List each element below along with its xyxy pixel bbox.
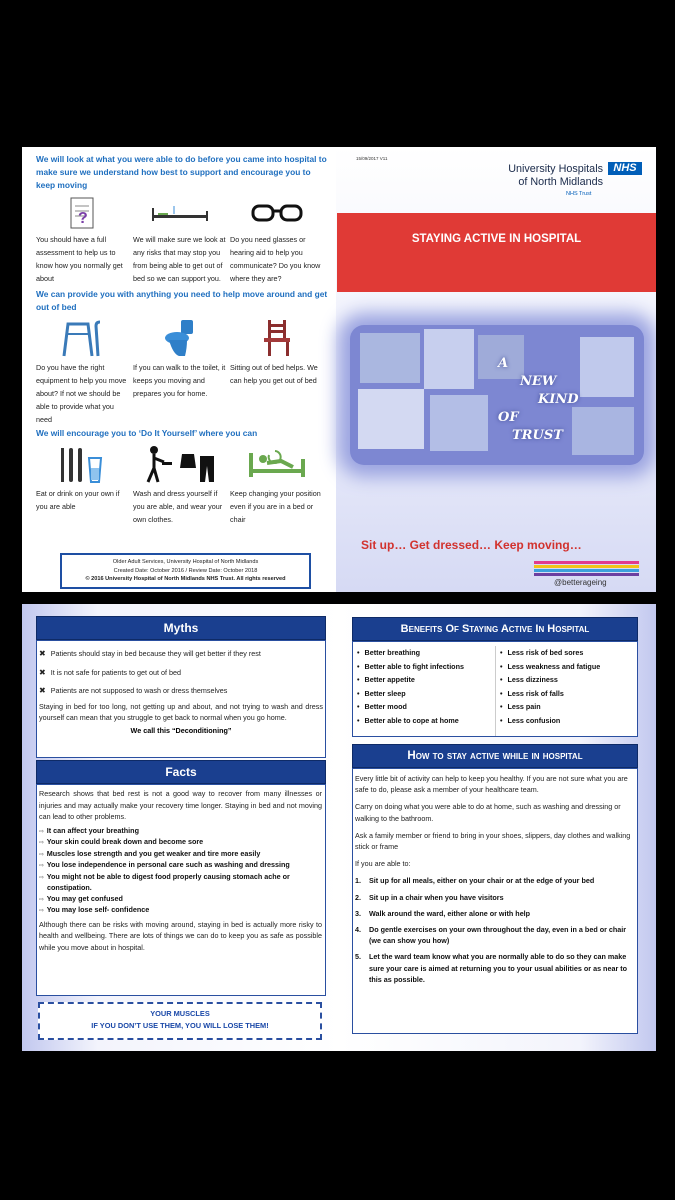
collage-word: KIND (538, 392, 579, 407)
info-item-text: We will make sure we look at any risks that may stop you from being able to get out of bed so we can support you. (133, 235, 226, 283)
bed-icon (133, 196, 226, 230)
info-item (133, 444, 230, 526)
arrow-icon: ⇨ (39, 863, 46, 869)
step-text: Sit up in a chair when you have visitors (369, 892, 504, 902)
fact-text: Your skin could break down and become sore (46, 837, 204, 846)
collage-photo (358, 389, 424, 449)
benefit-text: Better breathing (364, 648, 421, 657)
repositioning-icon (230, 444, 323, 484)
info-item (36, 318, 133, 426)
arrow-icon: ⇨ (39, 828, 46, 835)
info-item-text: You should have a full assessment to help us to know how you normally get about (36, 235, 123, 283)
walking-frame-icon (36, 318, 129, 358)
info-item (36, 196, 133, 285)
collage-photo (572, 407, 634, 455)
cover-slogan: Sit up… Get dressed… Keep moving… (361, 538, 582, 552)
benefit-text: Less pain (507, 702, 541, 711)
collage-photo (430, 395, 488, 451)
benefit-item: • Less risk of bed sores (500, 648, 584, 657)
benefit-item: • Less confusion (500, 715, 561, 725)
benefit-item: • Better able to fight infections (357, 661, 464, 671)
benefit-text: Less weakness and fatigue (507, 661, 601, 671)
muscles-callout (38, 1002, 322, 1040)
leaflet-cover (336, 147, 656, 592)
benefit-text: Less dizziness (507, 675, 558, 684)
organisation-name (479, 163, 603, 189)
info-item-text: Do you have the right equipment to help you move about? If not we should be able to provide what you need (36, 363, 127, 424)
benefit-item: • Less weakness and fatigue (500, 661, 601, 671)
myths-panel (36, 640, 326, 758)
cross-icon: ✖ (39, 686, 46, 695)
glasses-icon (230, 196, 323, 230)
benefit-text: Better mood (364, 702, 407, 711)
fact-text: You lose independence in personal care such as washing and dressing (46, 860, 290, 869)
arrow-icon: ⇨ (39, 874, 46, 881)
info-item (133, 196, 230, 285)
step-item: 4. Do gentle exercises on your own throughout the day, even in a bed or chair (we can show you how) (355, 925, 627, 946)
info-item-text: Eat or drink on your own if you are able (36, 489, 120, 511)
fact-item (39, 872, 322, 894)
fact-text: You may lose self- confidence (46, 905, 150, 914)
info-item-text: Keep changing your position even if you are in a bed or chair (230, 489, 321, 524)
info-item-text: Sitting out of bed helps. We can help you get out of bed (230, 363, 318, 385)
svg-text:?: ? (77, 210, 88, 227)
myths-heading: Myths (36, 616, 326, 640)
how-paragraph: If you are able to: (355, 859, 411, 869)
benefit-item: • Less risk of falls (500, 688, 564, 698)
info-item-text: Do you need glasses or hearing aid to help you communicate? Do you know where they are? (230, 235, 321, 283)
fact-item (39, 860, 322, 872)
publication-footer (60, 553, 311, 589)
benefit-text: Better appetite (364, 675, 415, 684)
brand-stripe (534, 565, 639, 568)
cross-icon: ✖ (39, 649, 46, 658)
myth-text: Patients are not supposed to wash or dress themselves (50, 686, 228, 695)
collage-word: TRUST (512, 428, 563, 443)
cover-title: STAYING ACTIVE IN HOSPITAL (337, 213, 656, 292)
benefit-item: • Better sleep (357, 688, 406, 698)
facts-panel (36, 784, 326, 996)
how-paragraph: Every little bit of activity can help to keep you healthy. If you are not sure what you are safe to do, please ask a member of your healthcare team. (355, 774, 628, 795)
assessment-icon (36, 196, 129, 230)
icon-row-diy (36, 444, 330, 526)
info-item-text: If you can walk to the toilet, it keeps you moving and prepares you for home. (133, 363, 226, 398)
muscles-line-2: IF YOU DON’T USE THEM, YOU WILL LOSE THEM! (91, 1021, 269, 1030)
collage-photo (580, 337, 634, 397)
myth-item (39, 682, 323, 701)
muscles-line-1: YOUR MUSCLES (150, 1009, 210, 1018)
benefit-text: Better able to fight infections (364, 661, 464, 671)
myth-text: It is not safe for patients to get out of bed (50, 667, 181, 677)
benefit-item: • Better able to cope at home (357, 715, 459, 725)
washing-dressing-icon (133, 444, 226, 484)
fact-item (39, 837, 322, 849)
brand-stripe (534, 573, 639, 576)
fact-text: You might not be able to digest food properly causing stomach ache or constipation. (46, 871, 290, 892)
info-item (230, 196, 327, 285)
fact-item (39, 894, 322, 906)
organisation-line-1: University Hospitals (508, 163, 603, 175)
arrow-icon: ⇨ (39, 840, 46, 846)
info-item (36, 444, 133, 526)
arrow-icon: ⇨ (39, 851, 46, 858)
section-heading-diy: We will encourage you to ‘Do It Yourself’ where you can (36, 428, 258, 438)
cutlery-cup-icon (36, 444, 129, 484)
nhs-logo: NHS (608, 162, 642, 175)
arrow-icon: ⇨ (39, 896, 46, 903)
fact-item (39, 826, 322, 838)
collage-word: NEW (520, 374, 557, 389)
footer-department: Older Adult Services, University Hospital of North Midlands (112, 559, 259, 565)
benefit-text: Less confusion (507, 715, 561, 725)
cross-icon: ✖ (39, 667, 46, 677)
benefit-item: • Better mood (357, 702, 407, 711)
section-heading-assessment: We will look at what you were able to do before you came into hospital to make sure we understand how best to support and encourage you to keep moving (36, 154, 327, 190)
collage-word: OF (498, 410, 519, 425)
version-date: 15/09/2017 V11 (356, 156, 388, 161)
collage-slogan (498, 355, 579, 445)
benefits-column-better (357, 646, 495, 736)
benefit-text: Less risk of bed sores (507, 648, 584, 657)
collage-photo (360, 333, 420, 383)
benefit-item: • Better appetite (357, 675, 415, 684)
facts-heading: Facts (36, 760, 326, 784)
benefit-item: • Less dizziness (500, 675, 558, 684)
myth-item (39, 664, 323, 683)
arrow-icon: ⇨ (39, 908, 46, 914)
chair-icon (230, 318, 323, 358)
brand-stripe (534, 561, 639, 564)
leaflet-back-panel (22, 147, 336, 592)
icon-row-equipment (36, 318, 330, 426)
toilet-icon (133, 318, 226, 358)
benefit-item: • Better breathing (357, 648, 421, 657)
how-to-panel (352, 768, 638, 1034)
myths-paragraph: Staying in bed for too long, not getting up and about, and not trying to wash and dress yourself can mean that you struggle to get back to normal when you go home. (39, 701, 323, 722)
deconditioning-callout: We call this “Deconditioning” (130, 725, 232, 735)
step-item: 3. Walk around the ward, either alone or with help (355, 908, 531, 918)
fact-item (39, 849, 322, 861)
benefits-title: Benefits Of Staying Active In Hospital (400, 623, 590, 635)
how-paragraph: Carry on doing what you were able to do at home, such as washing and dressing or walking to the bathroom. (355, 802, 621, 823)
footer-dates: Created Date: October 2016 / Review Date: October 2018 (113, 567, 258, 574)
benefits-heading (352, 617, 638, 641)
facts-outro: Although there can be risks with moving around, staying in bed is actually more risky to health and wellbeing. There are lots of things we can do to keep you as safe as possible while you move about in hospital. (39, 919, 322, 952)
photo-collage (350, 325, 644, 465)
step-text: Sit up for all meals, either on your chair or at the edge of your bed (369, 876, 595, 886)
step-item: 2. Sit up in a chair when you have visitors (355, 892, 504, 902)
icon-row-assessment (36, 196, 330, 285)
facts-intro: Research shows that bed rest is not a good way to recover from many illnesses or injuries and may actually make your recovery time longer. Staying in bed and not moving can lead to other problems. (39, 789, 322, 821)
leaflet-inner-side (22, 604, 656, 1051)
myth-text: Patients should stay in bed because they will get better if they rest (50, 649, 261, 658)
fact-text: It can affect your breathing (46, 825, 139, 835)
how-paragraph: Ask a family member or friend to bring in your shoes, slippers, day clothes and walking stick or frame (355, 830, 631, 852)
benefit-text: Less risk of falls (507, 688, 564, 698)
benefits-panel (352, 641, 638, 737)
social-handle: @betterageing (554, 578, 607, 587)
step-text: Walk around the ward, either alone or with help (369, 908, 531, 918)
organisation-line-2: of North Midlands (518, 176, 603, 188)
step-item: 1. Sit up for all meals, either on your chair or at the edge of your bed (355, 876, 595, 886)
info-item-text: Wash and dress yourself if you are able, and wear your own clothes. (133, 489, 223, 524)
section-heading-equipment: We can provide you with anything you need to help move around and get out of bed (36, 289, 328, 312)
info-item (230, 444, 327, 526)
collage-word: A (498, 356, 509, 371)
myth-item (39, 645, 323, 664)
footer-copyright: © 2016 University Hospital of North Midlands NHS Trust. All rights reserved (85, 576, 286, 582)
fact-text: Muscles lose strength and you get weaker and tire more easily (46, 848, 261, 858)
info-item (133, 318, 230, 426)
fact-item (39, 905, 322, 917)
benefit-item: • Less pain (500, 702, 541, 711)
benefit-text: Better able to cope at home (364, 715, 459, 725)
how-to-title: How to stay active while in hospital (407, 750, 583, 762)
benefits-column-less (495, 646, 633, 736)
info-item (230, 318, 327, 426)
leaflet-outer-side (22, 147, 656, 592)
collage-photo (424, 329, 474, 389)
brand-stripe (534, 569, 639, 572)
step-text: Let the ward team know what you are normally able to do so they can make sure your care is aimed at returning you to your usual abilities or as near to this as possible. (369, 952, 628, 984)
fact-text: You may get confused (46, 893, 123, 903)
step-text: Do gentle exercises on your own throughout the day, even in a bed or chair (we can show you how) (369, 925, 627, 946)
nhs-trust-label: NHS Trust (566, 191, 592, 197)
benefit-text: Better sleep (364, 688, 406, 698)
step-item: 5. Let the ward team know what you are normally able to do so they can make sure your care is aimed at returning you to your usual abilities or as near to this as possible. (355, 952, 628, 984)
how-to-heading (352, 744, 638, 768)
